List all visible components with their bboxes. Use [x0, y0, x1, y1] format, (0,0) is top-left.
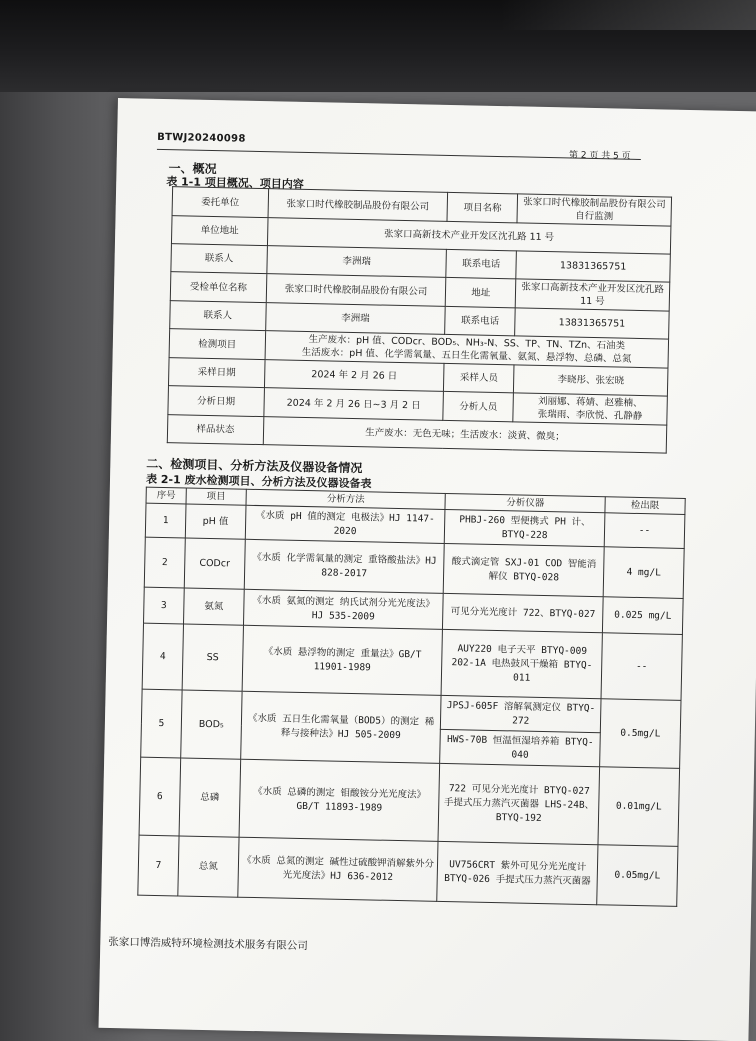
document-number: BTWJ20240098: [157, 131, 246, 145]
table1-caption: 表 1-1 项目概况、项目内容: [166, 175, 304, 191]
row-method: 《水质 五日生化需氧量（BOD5）的测定 稀释与接种法》HJ 505-2009: [241, 691, 442, 763]
col-header: 分析仪器: [445, 493, 605, 512]
cell-value: 李晓彤、张宏晓: [514, 365, 668, 396]
row-instrument: HWS-70B 恒温恒湿培养箱 BTYQ-040: [440, 729, 600, 766]
cell-label: 受检单位名称: [170, 272, 266, 303]
document-page: [99, 98, 756, 1041]
cell-label: 联系电话: [445, 306, 515, 335]
cell-label: 联系人: [171, 244, 267, 274]
footer-company: 张家口博浩威特环境检测技术服务有限公司: [108, 935, 308, 953]
row-method: 《水质 悬浮物的测定 重量法》GB/T 11901-1989: [242, 625, 443, 695]
cell-label: 采样人员: [444, 363, 514, 392]
methods-table: [137, 487, 685, 907]
cell-value: 13831365751: [516, 251, 670, 282]
cell-value: 2024 年 2 月 26 日~3 月 2 日: [264, 388, 444, 421]
col-header: 分析方法: [246, 489, 446, 509]
cell-label: 分析日期: [168, 386, 264, 417]
cell-value: 张家口高新技术产业开发区沈孔路 11 号: [267, 218, 671, 254]
cell-label: 委托单位: [172, 187, 268, 218]
cell-value: 张家口高新技术产业开发区沈孔路 11 号: [515, 279, 669, 311]
row-no: 5: [141, 689, 182, 758]
laptop-screen-edge: [0, 0, 756, 92]
table-row: [139, 757, 680, 846]
row-method: 《水质 pH 值的测定 电极法》HJ 1147-2020: [245, 505, 445, 543]
row-limit: 0.025 mg/L: [602, 597, 683, 635]
cell-label: 检测项目: [169, 329, 265, 360]
row-item: CODcr: [184, 538, 245, 589]
cell-label: 单位地址: [171, 216, 267, 246]
col-header: 序号: [146, 487, 186, 504]
cell-label: 地址: [446, 277, 516, 307]
row-method: 《水质 化学需氧量的测定 重铬酸盐法》HJ 828-2017: [244, 539, 445, 593]
row-instrument: 722 可见分光光度计 BTYQ-027 手提式压力蒸汽灭菌器 LHS-24B、BTYQ-192: [438, 763, 599, 844]
analyst-line-1: 刘丽娜、蒋婧、赵雅楠、: [537, 395, 643, 410]
analyst-line-2: 张瑞雨、李欣悦、孔静静: [537, 408, 643, 423]
cell-value: 张家口时代橡胶制品股份有限公司: [266, 274, 446, 307]
page-counter: 第 2 页 共 5 页: [568, 150, 631, 162]
cell-label: 项目名称: [447, 192, 517, 222]
table-row: [138, 835, 678, 906]
row-limit: 0.05mg/L: [597, 845, 678, 907]
row-no: 7: [138, 835, 179, 896]
cell-label: 样品状态: [167, 415, 263, 445]
row-limit: 0.01mg/L: [598, 767, 680, 847]
col-header: 项目: [186, 488, 246, 505]
row-limit: --: [604, 513, 685, 549]
row-instrument: UV756CRT 紫外可见分光光度计 BTYQ-026 手提式压力蒸汽灭菌器: [437, 841, 598, 904]
row-no: 4: [142, 623, 183, 690]
project-overview-table: [167, 186, 672, 453]
cell-value: 2024 年 2 月 26 日: [264, 360, 444, 392]
row-method: 《水质 总磷的测定 钼酸铵分光光度法》GB/T 11893-1989: [239, 759, 440, 841]
row-item: BOD₅: [181, 690, 242, 759]
row-item: SS: [182, 624, 243, 691]
items-line-2: 生活废水：pH 值、化学需氧量、五日生化需氧量、氨氮、悬浮物、总磷、总氮: [301, 346, 632, 365]
row-no: 6: [139, 757, 181, 836]
cell-value: 张家口时代橡胶制品股份有限公司: [268, 189, 448, 222]
cell-label: 联系人: [170, 301, 266, 331]
col-header: 检出限: [605, 497, 685, 515]
row-limit: 4 mg/L: [603, 547, 684, 599]
cell-label: 分析人员: [443, 391, 513, 421]
cell-value: 李洲瑞: [265, 303, 445, 335]
row-item: 总氮: [178, 836, 239, 897]
table-row: [142, 623, 682, 700]
cell-value: 生产废水：无色无味；生活废水：淡黄、微臭；: [263, 417, 667, 453]
section2-title: 二、检测项目、分析方法及仪器设备情况: [146, 456, 363, 476]
row-instrument: 酸式滴定管 SXJ-01 COD 智能消解仪 BTYQ-028: [444, 543, 605, 596]
row-no: 2: [144, 537, 185, 588]
row-instrument: 可见分光光度计 722、BTYQ-027: [443, 593, 603, 632]
row-instrument: PHBJ-260 型便携式 PH 计、BTYQ-228: [445, 509, 605, 546]
row-item: pH 值: [185, 504, 246, 539]
row-instrument: JPSJ-605F 溶解氧测定仪 BTYQ-272: [441, 695, 601, 732]
row-instrument: AUY220 电子天平 BTYQ-009 202-1A 电热鼓风干燥箱 BTYQ-011: [441, 629, 602, 698]
items-line-1: 生产废水：pH 值、CODcr、BOD₅、NH₃-N、SS、TP、TN、TZn、石油类: [308, 334, 626, 352]
row-method: 《水质 总氮的测定 碱性过硫酸钾消解紫外分光光度法》HJ 636-2012: [238, 837, 439, 901]
cell-value: [513, 393, 667, 425]
row-item: 总磷: [179, 758, 241, 837]
row-method: 《水质 氨氮的测定 纳氏试剂分光光度法》HJ 535-2009: [243, 589, 443, 629]
row-no: 1: [145, 503, 186, 538]
row-no: 3: [144, 587, 185, 624]
cell-value: 李洲瑞: [267, 246, 447, 278]
cell-value: 张家口时代橡胶制品股份有限公司自行监测: [517, 194, 671, 226]
cell-value: 13831365751: [515, 308, 669, 339]
page-content: [108, 98, 740, 953]
section1-title: 一、概况: [168, 161, 217, 177]
table2-caption: 表 2-1 废水检测项目、分析方法及仪器设备表: [145, 472, 372, 491]
cell-label: 联系电话: [446, 249, 516, 278]
row-limit: 0.5mg/L: [600, 699, 681, 769]
cell-label: 采样日期: [168, 358, 264, 388]
row-limit: --: [601, 633, 682, 701]
row-item: 氨氮: [183, 588, 244, 625]
